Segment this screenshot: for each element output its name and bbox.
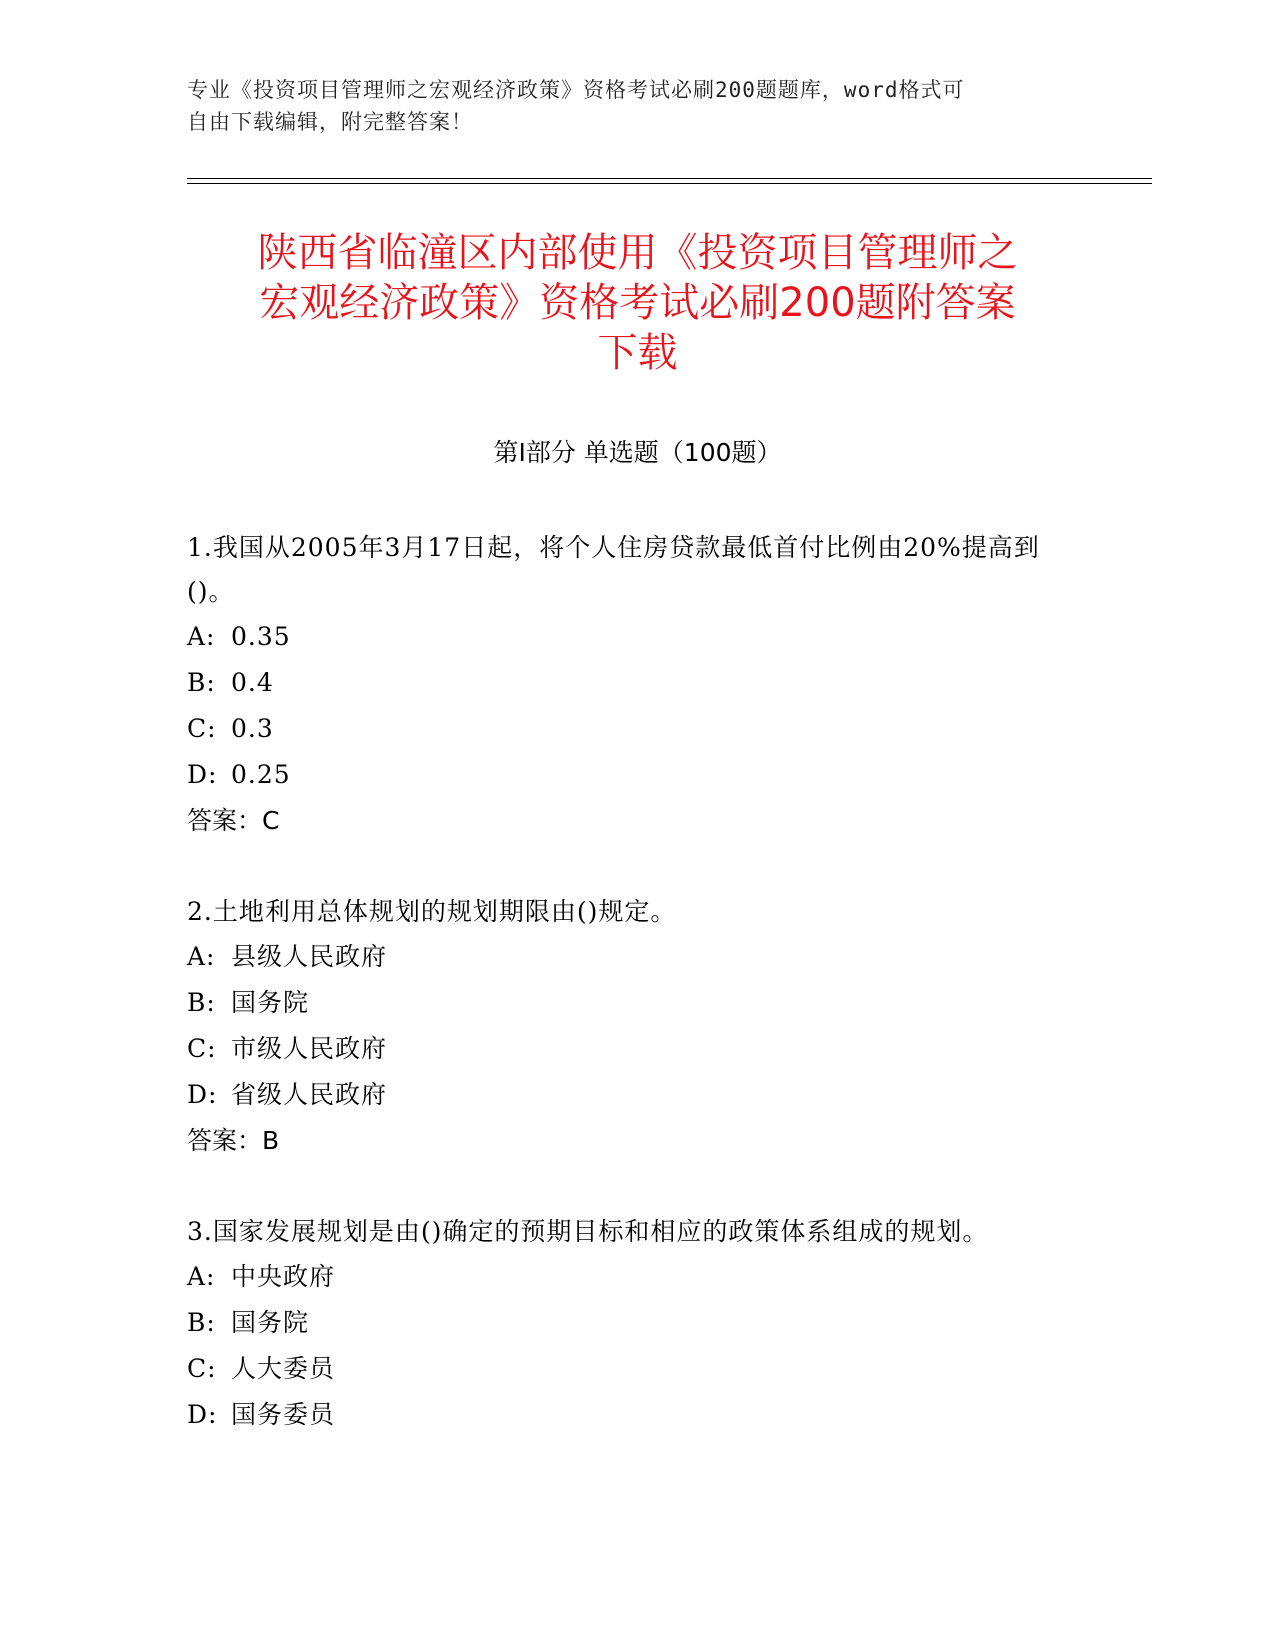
option-letter: B: (187, 988, 216, 1017)
option-letter: B: (187, 1308, 216, 1337)
option-d (187, 752, 1087, 798)
header-note-line-1: 专业《投资项目管理师之宏观经济政策》资格考试必刷200题题库，word格式可 (187, 78, 965, 102)
option-letter: A: (187, 942, 216, 971)
option-letter: D: (187, 760, 218, 789)
option-text: 县级人民政府 (231, 942, 388, 971)
option-text: 市级人民政府 (231, 1034, 388, 1063)
option-d (187, 1072, 1087, 1118)
question-stem: 3.国家发展规划是由()确定的预期目标和相应的政策体系组成的规划。 (187, 1217, 989, 1246)
option-text: 0.35 (231, 622, 291, 651)
option-d (187, 1392, 1087, 1438)
document-title-line-1: 陕西省临潼区内部使用《投资项目管理师之 (257, 230, 1018, 276)
section-heading: 第Ⅰ部分 单选题（100题） (493, 438, 782, 467)
option-text: 中央政府 (231, 1262, 336, 1291)
option-letter: D: (187, 1400, 218, 1429)
option-b (187, 660, 1087, 706)
option-text: 0.3 (231, 714, 274, 743)
question-1 (187, 526, 1087, 844)
option-a (187, 1254, 1087, 1300)
option-text: 国务院 (231, 988, 310, 1017)
question-stem: 2.土地利用总体规划的规划期限由()规定。 (187, 897, 677, 926)
option-b (187, 1300, 1087, 1346)
option-letter: A: (187, 1262, 216, 1291)
question-3 (187, 1210, 1087, 1438)
header-divider-bottom (187, 183, 1152, 184)
header-divider-top (187, 178, 1152, 179)
question-list (187, 526, 1087, 1484)
answer-line: 答案：B (187, 1126, 280, 1155)
option-text: 0.4 (231, 668, 274, 697)
option-a (187, 614, 1087, 660)
answer-line: 答案：C (187, 806, 280, 835)
option-b (187, 980, 1087, 1026)
option-c (187, 1026, 1087, 1072)
option-text: 0.25 (231, 760, 291, 789)
document-title-line-3: 下载 (597, 330, 678, 376)
option-text: 省级人民政府 (231, 1080, 388, 1109)
question-2 (187, 890, 1087, 1164)
option-a (187, 934, 1087, 980)
option-c (187, 706, 1087, 752)
document-title (150, 228, 1125, 378)
header-note-line-2: 自由下载编辑，附完整答案！ (187, 110, 473, 134)
option-letter: A: (187, 622, 216, 651)
option-c (187, 1346, 1087, 1392)
option-text: 国务委员 (231, 1400, 336, 1429)
option-letter: C: (187, 1354, 217, 1383)
option-letter: C: (187, 1034, 217, 1063)
option-text: 人大委员 (231, 1354, 336, 1383)
document-title-line-2: 宏观经济政策》资格考试必刷200题附答案 (259, 280, 1016, 326)
option-letter: D: (187, 1080, 218, 1109)
option-text: 国务院 (231, 1308, 310, 1337)
option-letter: C: (187, 714, 217, 743)
header-note (187, 74, 1067, 138)
option-letter: B: (187, 668, 216, 697)
question-stem: 1.我国从2005年3月17日起，将个人住房贷款最低首付比例由20%提高到()。 (187, 533, 1040, 606)
